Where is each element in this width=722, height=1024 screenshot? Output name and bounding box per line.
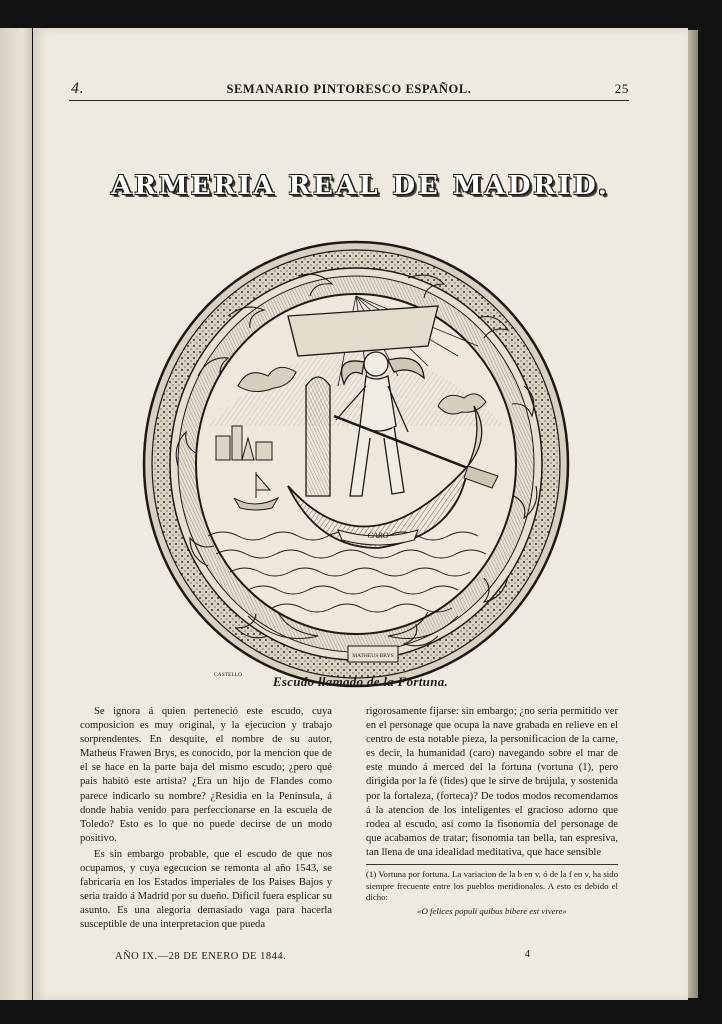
volume-number: 4. <box>71 80 85 97</box>
text-column-left <box>80 705 332 933</box>
maker-cartouche-text: MATHEUS BRYS <box>352 653 394 659</box>
shield-engraving <box>138 236 578 696</box>
banner-caro-label: CARO <box>367 531 389 540</box>
article-title: ARMERIA REAL DE MADRID. <box>111 171 610 201</box>
paragraph: rigorosamente fijarse: sin embargo; ¿no seria permitido ver en el personage que ocupa la nave grabada en relieve en el centro de esta notable pieza, la personificacion de la carne, es decir, la humanidad (caro) navegando sobre el mar de este mundo á merced del la fortuna (vortuna (1), pero dirigida por la fé (fides) que le sirve de brújula, y sostenida por la fortaleza, (forteca)? De todos modos recomendamos á la atencion de los inteligentes el gracioso adorno que rodea al escudo, así como la fisonomia del personage de que acabamos de tratar; fisonomia tan bella, tan espresiva, tan llena de una idealidad meditativa, que hace sensible <box>366 706 618 858</box>
page <box>33 28 688 1000</box>
text-column-right <box>366 705 618 860</box>
running-header <box>69 72 629 101</box>
footnote <box>366 864 618 917</box>
illustration-caption: Escudo llamado de la Fortuna. <box>272 674 449 689</box>
periodical-title: SEMANARIO PINTORESCO ESPAÑOL. <box>226 82 472 96</box>
page-fore-edge <box>688 30 698 998</box>
page-number: 25 <box>614 81 629 96</box>
issue-date-line: AÑO IX.—28 DE ENERO DE 1844. <box>115 951 287 962</box>
signature-mark: 4 <box>525 949 530 960</box>
facing-page-edge <box>0 28 32 1000</box>
footnote-text: (1) Vortuna por fortuna. La variacion de la b en v, ó de la f en v, ha sido siempre frecuente entre los pueblos meridionales. A esto es debido el dicho: <box>366 869 618 902</box>
engraver-signature: CASTELLO <box>214 672 243 678</box>
paragraph: Es sin embargo probable, que el escudo de que nos ocupamos, y cuya egecucion se remonta al año 1543, se fabricaría en los Estados imperiales de los Paises Bajos y seria traido á Madrid por su dueño. Dificil fuera esplicar su asunto. Es una alegoria demasiado vaga para hacerla susceptible de una interpretacion que pueda <box>80 848 332 931</box>
paragraph: Se ignora á quien perteneció este escudo, cuya composicion es muy original, y la ejecucion y trabajo sorprendentes. En desquite, el nombre de su autor, Matheus Frawen Brys, es conocido, por la mencion que de el se hace en la parte baja del mismo escudo; ¿pero qué pais habitó este artista? ¿Era un hijo de Flandes como parece indicarlo su nombre? ¿Residia en la Península, á donde habia venido para perfeccionarse en la escuela de Toledo? Esto es lo que no puede decirse de un modo positivo. <box>80 706 332 844</box>
shield-of-fortune-illustration <box>138 236 578 696</box>
footnote-verse: «O felices populi quibus bibere est vivere» <box>417 905 567 916</box>
